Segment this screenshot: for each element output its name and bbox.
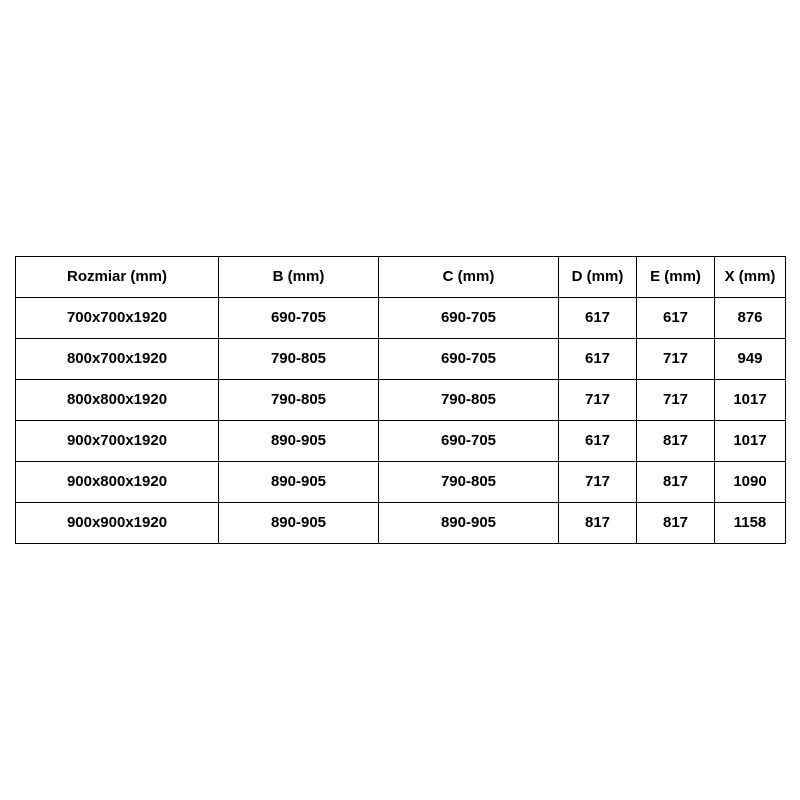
dimensions-table [15, 256, 786, 544]
table-cell: 690-705 [219, 298, 379, 339]
table-cell: 876 [715, 298, 786, 339]
table-cell: 890-905 [379, 503, 559, 544]
table-cell: 717 [559, 462, 637, 503]
table-row [16, 339, 786, 380]
table-cell: 690-705 [379, 298, 559, 339]
table-row [16, 298, 786, 339]
table-cell: 1158 [715, 503, 786, 544]
table-cell: 617 [559, 339, 637, 380]
column-header-d: D (mm) [559, 257, 637, 298]
table-header [16, 257, 786, 298]
table-cell: 617 [559, 421, 637, 462]
table-header-row [16, 257, 786, 298]
table-cell: 790-805 [379, 380, 559, 421]
table-cell: 790-805 [379, 462, 559, 503]
table-cell: 890-905 [219, 503, 379, 544]
table-cell: 800x800x1920 [16, 380, 219, 421]
table-cell: 890-905 [219, 462, 379, 503]
table-cell: 817 [559, 503, 637, 544]
table-row [16, 421, 786, 462]
table-row [16, 462, 786, 503]
table-cell: 717 [637, 380, 715, 421]
table-cell: 617 [559, 298, 637, 339]
table-cell: 790-805 [219, 339, 379, 380]
table-cell: 900x800x1920 [16, 462, 219, 503]
table-cell: 690-705 [379, 421, 559, 462]
table-cell: 1017 [715, 380, 786, 421]
table-cell: 717 [637, 339, 715, 380]
table-cell: 900x700x1920 [16, 421, 219, 462]
column-header-c: C (mm) [379, 257, 559, 298]
table-row [16, 380, 786, 421]
table-cell: 717 [559, 380, 637, 421]
table-row [16, 503, 786, 544]
table-cell: 690-705 [379, 339, 559, 380]
table-cell: 949 [715, 339, 786, 380]
table-cell: 900x900x1920 [16, 503, 219, 544]
table-cell: 800x700x1920 [16, 339, 219, 380]
column-header-rozmiar: Rozmiar (mm) [16, 257, 219, 298]
table-cell: 1090 [715, 462, 786, 503]
table-cell: 817 [637, 462, 715, 503]
table-cell: 1017 [715, 421, 786, 462]
column-header-x: X (mm) [715, 257, 786, 298]
table-cell: 790-805 [219, 380, 379, 421]
column-header-e: E (mm) [637, 257, 715, 298]
dimensions-table-container [15, 256, 785, 544]
column-header-b: B (mm) [219, 257, 379, 298]
table-body [16, 298, 786, 544]
table-cell: 817 [637, 503, 715, 544]
table-cell: 817 [637, 421, 715, 462]
table-cell: 700x700x1920 [16, 298, 219, 339]
table-cell: 617 [637, 298, 715, 339]
table-cell: 890-905 [219, 421, 379, 462]
